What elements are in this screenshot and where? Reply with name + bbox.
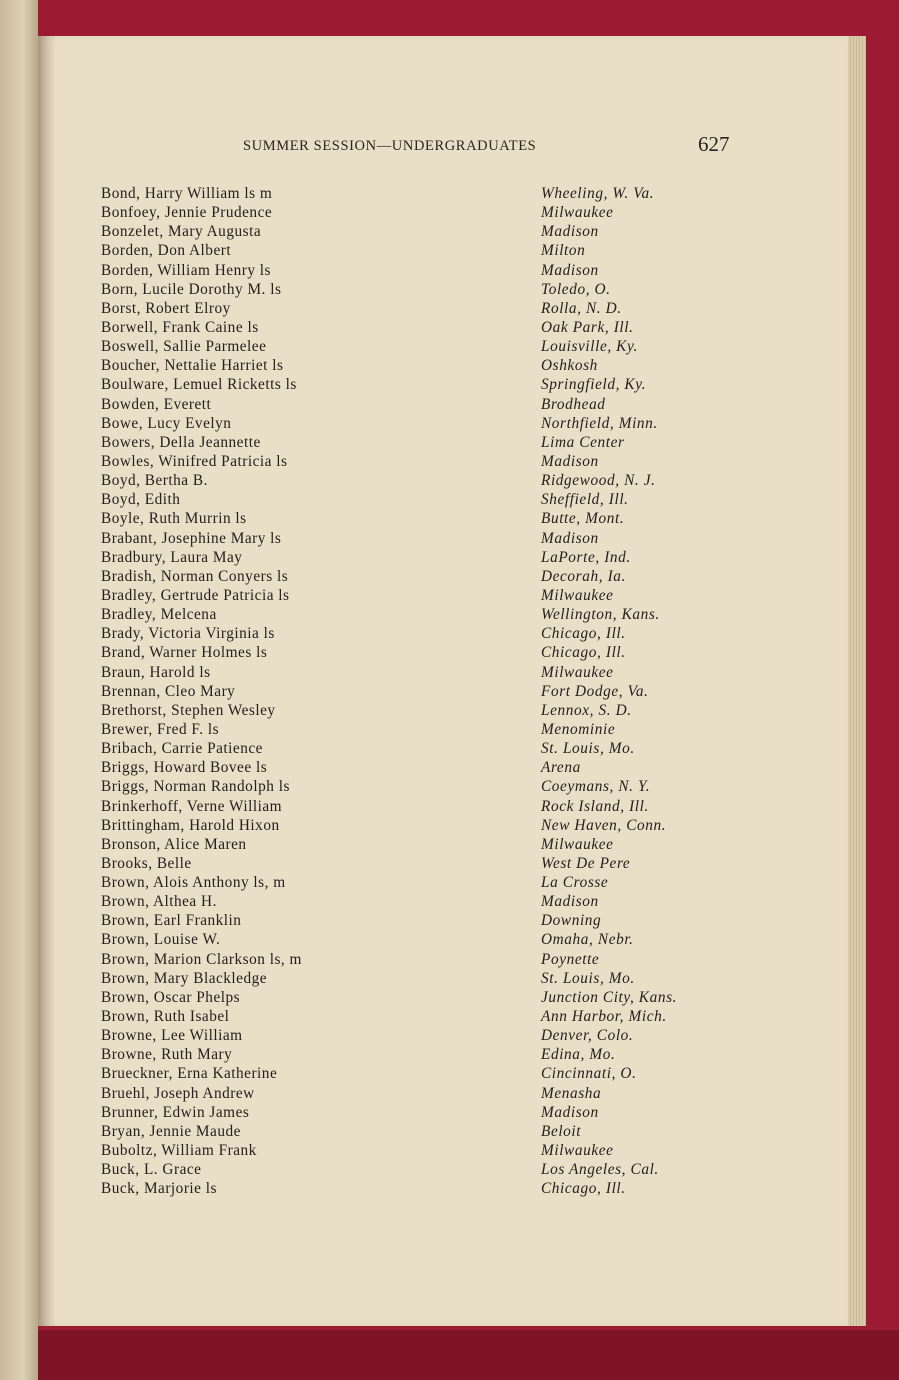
student-name: Brabant, Josephine Mary ls <box>101 529 282 547</box>
student-hometown: Beloit <box>541 1122 582 1140</box>
roster-row <box>101 567 741 586</box>
previous-page-edge <box>0 0 38 1380</box>
student-hometown: Los Angeles, Cal. <box>541 1161 659 1179</box>
student-hometown: Rock Island, Ill. <box>541 797 649 815</box>
student-hometown: Milwaukee <box>541 835 614 853</box>
student-name: Brand, Warner Holmes ls <box>101 644 268 662</box>
student-name: Brennan, Cleo Mary <box>101 682 236 700</box>
student-hometown: La Crosse <box>541 874 609 892</box>
roster-row <box>101 337 741 356</box>
page-block-edge <box>848 36 866 1326</box>
student-name: Borden, William Henry ls <box>101 261 271 279</box>
roster-row <box>101 1141 741 1160</box>
roster-row <box>101 529 741 548</box>
student-hometown: New Haven, Conn. <box>541 816 667 834</box>
student-hometown: Decorah, Ia. <box>541 567 626 585</box>
roster-row <box>101 241 741 260</box>
student-hometown: Menominie <box>541 720 616 738</box>
student-hometown: Milwaukee <box>541 204 614 222</box>
student-hometown: Oshkosh <box>541 357 598 375</box>
student-hometown: Cincinnati, O. <box>541 1065 637 1083</box>
student-name: Boulware, Lemuel Ricketts ls <box>101 376 297 394</box>
student-name: Bradish, Norman Conyers ls <box>101 567 289 585</box>
roster-row <box>101 433 741 452</box>
roster-row <box>101 356 741 375</box>
student-name: Brady, Victoria Virginia ls <box>101 625 275 643</box>
roster-row <box>101 930 741 949</box>
student-name: Born, Lucile Dorothy M. ls <box>101 280 282 298</box>
book-cover-bottom-edge <box>0 1330 899 1380</box>
roster-row <box>101 490 741 509</box>
roster-row <box>101 911 741 930</box>
student-hometown: Coeymans, N. Y. <box>541 778 651 796</box>
page-number: 627 <box>698 132 730 156</box>
roster-row <box>101 624 741 643</box>
student-name: Brinkerhoff, Verne William <box>101 797 283 815</box>
student-hometown: Milwaukee <box>541 586 614 604</box>
student-name: Browne, Ruth Mary <box>101 1046 233 1064</box>
roster-row <box>101 299 741 318</box>
student-name: Boyd, Edith <box>101 491 181 509</box>
student-name: Briggs, Howard Bovee ls <box>101 759 268 777</box>
student-hometown: Wheeling, W. Va. <box>541 185 655 202</box>
student-hometown: Junction City, Kans. <box>541 988 678 1006</box>
roster-row <box>101 1122 741 1141</box>
student-name: Bond, Harry William ls m <box>101 185 273 202</box>
roster-row <box>101 969 741 988</box>
student-hometown: Wellington, Kans. <box>541 606 660 624</box>
roster-row <box>101 892 741 911</box>
roster-row <box>101 854 741 873</box>
student-name: Bradley, Gertrude Patricia ls <box>101 586 290 604</box>
student-name: Bonzelet, Mary Augusta <box>101 223 262 241</box>
roster-row <box>101 816 741 835</box>
roster-row <box>101 586 741 605</box>
roster-row <box>101 280 741 299</box>
student-name: Boyd, Bertha B. <box>101 472 208 490</box>
student-hometown: Rolla, N. D. <box>541 299 622 317</box>
student-hometown: Milwaukee <box>541 1142 614 1160</box>
student-name: Brown, Oscar Phelps <box>101 988 241 1006</box>
student-name: Borden, Don Albert <box>101 242 232 260</box>
roster-row <box>101 1084 741 1103</box>
student-name: Brittingham, Harold Hixon <box>101 816 280 834</box>
roster-row <box>101 758 741 777</box>
roster-row <box>101 720 741 739</box>
roster-row <box>101 318 741 337</box>
student-name: Brown, Alois Anthony ls, m <box>101 874 286 892</box>
roster-row <box>101 184 741 203</box>
student-hometown: LaPorte, Ind. <box>541 548 631 566</box>
student-hometown: Ridgewood, N. J. <box>541 472 656 490</box>
student-name: Briggs, Norman Randolph ls <box>101 778 290 796</box>
student-hometown: Milwaukee <box>541 663 614 681</box>
roster-row <box>101 509 741 528</box>
student-hometown: St. Louis, Mo. <box>541 969 635 987</box>
roster-row <box>101 1045 741 1064</box>
student-hometown: Sheffield, Ill. <box>541 491 629 509</box>
student-name: Brueckner, Erna Katherine <box>101 1065 278 1083</box>
student-name: Buck, L. Grace <box>101 1161 202 1179</box>
student-hometown: Madison <box>541 1103 599 1121</box>
student-hometown: Chicago, Ill. <box>541 644 626 662</box>
student-name: Bonfoey, Jennie Prudence <box>101 204 273 222</box>
student-hometown: Madison <box>541 223 599 241</box>
roster-row <box>101 203 741 222</box>
roster-row <box>101 1026 741 1045</box>
student-name: Brewer, Fred F. ls <box>101 720 220 738</box>
student-name: Bowles, Winifred Patricia ls <box>101 452 288 470</box>
roster-row <box>101 1179 741 1198</box>
roster-row <box>101 395 741 414</box>
student-hometown: Milton <box>541 242 586 260</box>
roster-row <box>101 950 741 969</box>
student-name: Bowe, Lucy Evelyn <box>101 414 232 432</box>
roster-row <box>101 222 741 241</box>
student-roster <box>101 184 741 1198</box>
running-title: SUMMER SESSION—UNDERGRADUATES <box>243 138 537 154</box>
student-hometown: Ann Harbor, Mich. <box>541 1008 667 1026</box>
student-hometown: Madison <box>541 893 599 911</box>
roster-row <box>101 605 741 624</box>
student-name: Brunner, Edwin James <box>101 1103 250 1121</box>
student-name: Buck, Marjorie ls <box>101 1180 217 1198</box>
student-hometown: Northfield, Minn. <box>541 414 658 432</box>
student-hometown: Louisville, Ky. <box>541 338 638 356</box>
student-hometown: West De Pere <box>541 854 631 872</box>
student-hometown: Fort Dodge, Va. <box>541 682 649 700</box>
student-hometown: Arena <box>541 759 581 777</box>
student-hometown: Denver, Colo. <box>541 1027 634 1045</box>
student-name: Boyle, Ruth Murrin ls <box>101 510 247 528</box>
student-name: Brown, Marion Clarkson ls, m <box>101 950 302 968</box>
roster-row <box>101 663 741 682</box>
roster-row <box>101 375 741 394</box>
student-hometown: Chicago, Ill. <box>541 1180 626 1198</box>
student-name: Brooks, Belle <box>101 854 192 872</box>
student-name: Brown, Mary Blackledge <box>101 969 268 987</box>
student-hometown: Toledo, O. <box>541 280 611 298</box>
roster-row <box>101 452 741 471</box>
student-name: Browne, Lee William <box>101 1027 243 1045</box>
student-name: Bradbury, Laura May <box>101 548 243 566</box>
student-name: Brown, Althea H. <box>101 893 217 911</box>
student-name: Brown, Ruth Isabel <box>101 1008 230 1026</box>
student-hometown: Lima Center <box>541 433 625 451</box>
roster-row <box>101 739 741 758</box>
roster-row <box>101 1007 741 1026</box>
roster-row <box>101 643 741 662</box>
roster-row <box>101 1064 741 1083</box>
roster-row <box>101 1103 741 1122</box>
roster-row <box>101 797 741 816</box>
student-hometown: Butte, Mont. <box>541 510 625 528</box>
student-hometown: Madison <box>541 452 599 470</box>
student-name: Bowden, Everett <box>101 395 212 413</box>
roster-row <box>101 835 741 854</box>
student-name: Bowers, Della Jeannette <box>101 433 261 451</box>
roster-row <box>101 414 741 433</box>
roster-row <box>101 682 741 701</box>
student-name: Bronson, Alice Maren <box>101 835 247 853</box>
student-name: Brown, Earl Franklin <box>101 912 242 930</box>
student-hometown: Madison <box>541 261 599 279</box>
student-hometown: Edina, Mo. <box>541 1046 616 1064</box>
student-hometown: Brodhead <box>541 395 606 413</box>
roster-row <box>101 1160 741 1179</box>
student-name: Brown, Louise W. <box>101 931 221 949</box>
roster-row <box>101 988 741 1007</box>
roster-row <box>101 471 741 490</box>
roster-row <box>101 548 741 567</box>
roster-row <box>101 261 741 280</box>
student-hometown: Chicago, Ill. <box>541 625 626 643</box>
student-hometown: Downing <box>541 912 602 930</box>
roster-row <box>101 873 741 892</box>
student-name: Bryan, Jennie Maude <box>101 1122 241 1140</box>
student-hometown: Menasha <box>541 1084 602 1102</box>
roster-row <box>101 777 741 796</box>
student-hometown: Poynette <box>541 950 600 968</box>
student-name: Brethorst, Stephen Wesley <box>101 701 276 719</box>
student-name: Borst, Robert Elroy <box>101 299 231 317</box>
student-hometown: Oak Park, Ill. <box>541 318 634 336</box>
student-name: Braun, Harold ls <box>101 663 211 681</box>
student-name: Boucher, Nettalie Harriet ls <box>101 357 284 375</box>
student-hometown: Lennox, S. D. <box>541 701 632 719</box>
student-name: Bruehl, Joseph Andrew <box>101 1084 255 1102</box>
student-name: Bribach, Carrie Patience <box>101 740 263 758</box>
gutter-shadow <box>38 36 56 1326</box>
student-name: Buboltz, William Frank <box>101 1142 257 1160</box>
student-name: Bradley, Melcena <box>101 606 217 624</box>
student-hometown: Springfield, Ky. <box>541 376 647 394</box>
student-hometown: Omaha, Nebr. <box>541 931 634 949</box>
roster-row <box>101 701 741 720</box>
student-hometown: Madison <box>541 529 599 547</box>
student-name: Borwell, Frank Caine ls <box>101 318 259 336</box>
student-hometown: St. Louis, Mo. <box>541 740 635 758</box>
student-name: Boswell, Sallie Parmelee <box>101 338 267 356</box>
